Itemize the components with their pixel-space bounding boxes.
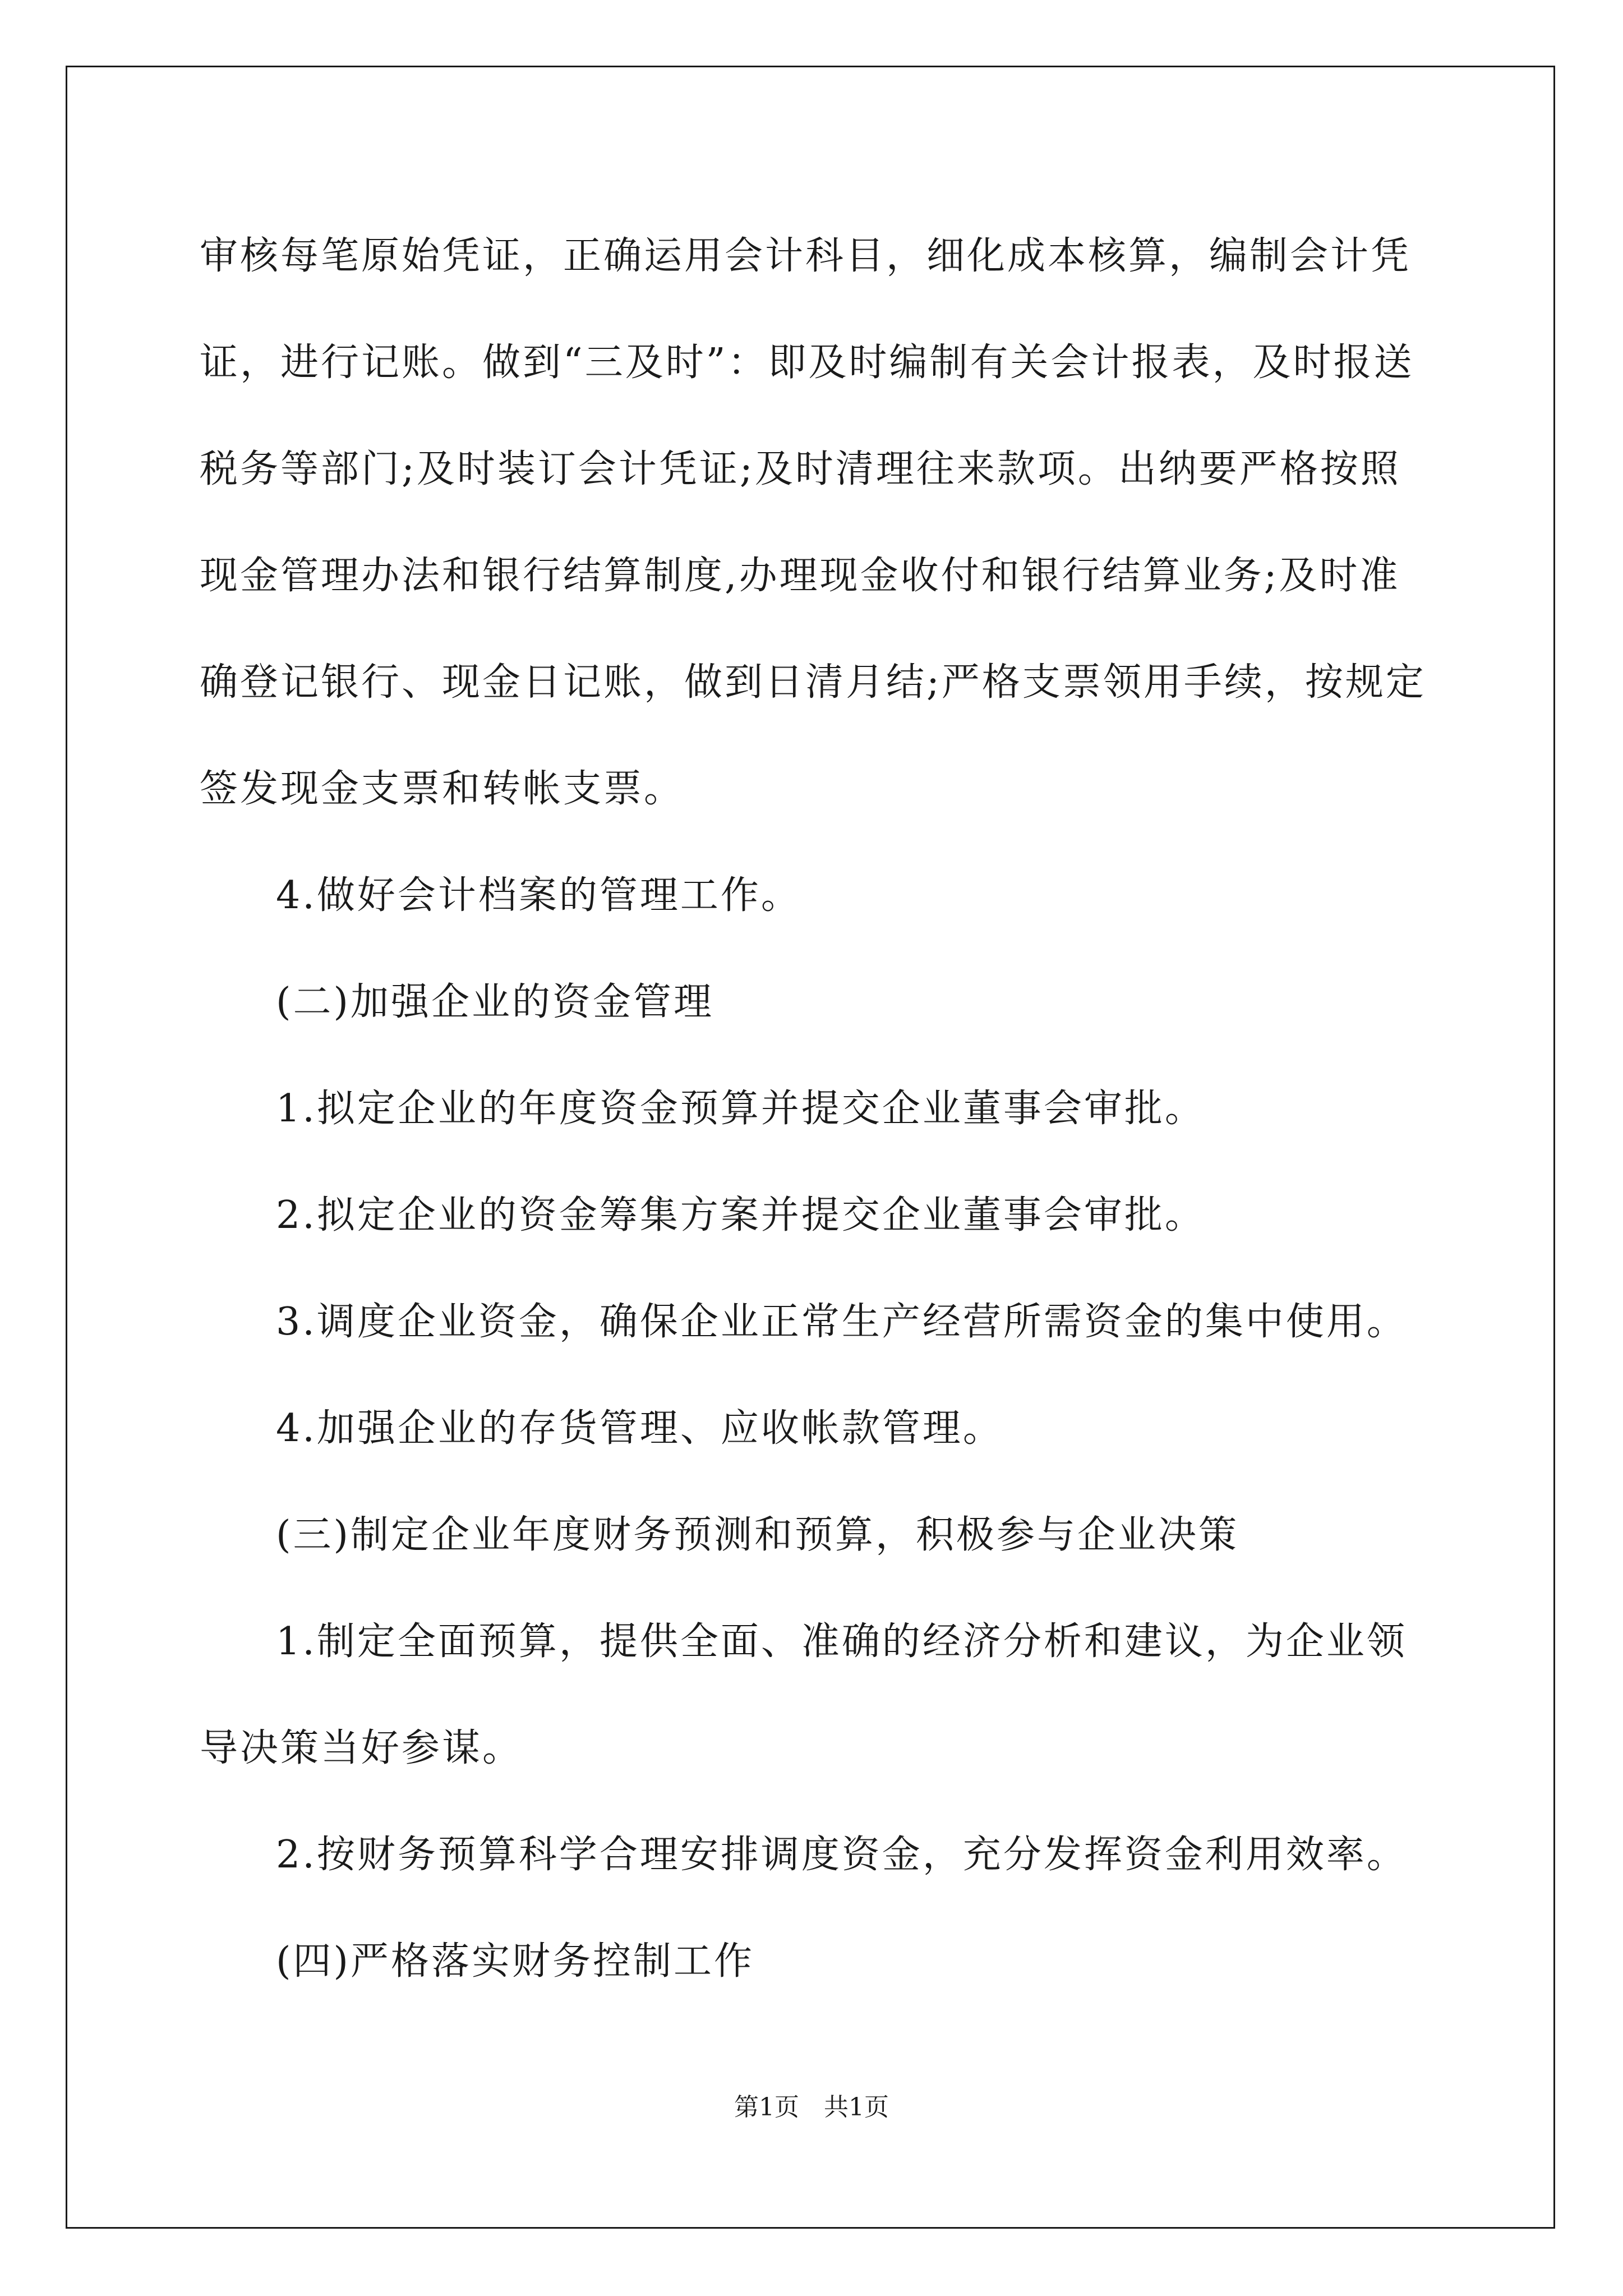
- text-line: 审核每笔原始凭证，正确运用会计科目，细化成本核算，编制会计凭: [200, 234, 1412, 278]
- text-line: 税务等部门;及时装订会计凭证;及时清理往来款项。出纳要严格按照: [200, 447, 1401, 491]
- section-heading: (三)制定企业年度财务预测和预算，积极参与企业决策: [276, 1513, 1239, 1557]
- list-item: 2.拟定企业的资金筹集方案并提交企业董事会审批。: [276, 1193, 1205, 1237]
- list-item: 2.按财务预算科学合理安排调度资金，充分发挥资金利用效率。: [276, 1833, 1407, 1877]
- page-number: 第1页 共1页: [734, 2093, 889, 2122]
- list-item: 3.调度企业资金，确保企业正常生产经营所需资金的集中使用。: [276, 1300, 1407, 1344]
- text-line: 签发现金支票和转帐支票。: [200, 767, 685, 811]
- list-item: 4.加强企业的存货管理、应收帐款管理。: [276, 1406, 1003, 1451]
- list-item: 1.制定全面预算，提供全面、准确的经济分析和建议，为企业领: [276, 1619, 1407, 1664]
- text-line: 证，进行记账。做到“三及时”：即及时编制有关会计报表，及时报送: [200, 341, 1414, 385]
- section-heading: (四)严格落实财务控制工作: [276, 1939, 755, 1984]
- text-line: 现金管理办法和银行结算制度,办理现金收付和银行结算业务;及时准: [200, 554, 1400, 598]
- section-heading: (二)加强企业的资金管理: [276, 980, 714, 1024]
- text-line: 导决策当好参谋。: [200, 1726, 523, 1770]
- list-item: 1.拟定企业的年度资金预算并提交企业董事会审批。: [276, 1087, 1205, 1131]
- text-line: 确登记银行、现金日记账，做到日清月结;严格支票领用手续，按规定: [200, 660, 1426, 705]
- list-item: 4.做好会计档案的管理工作。: [276, 873, 801, 918]
- document-body: [200, 203, 1433, 2015]
